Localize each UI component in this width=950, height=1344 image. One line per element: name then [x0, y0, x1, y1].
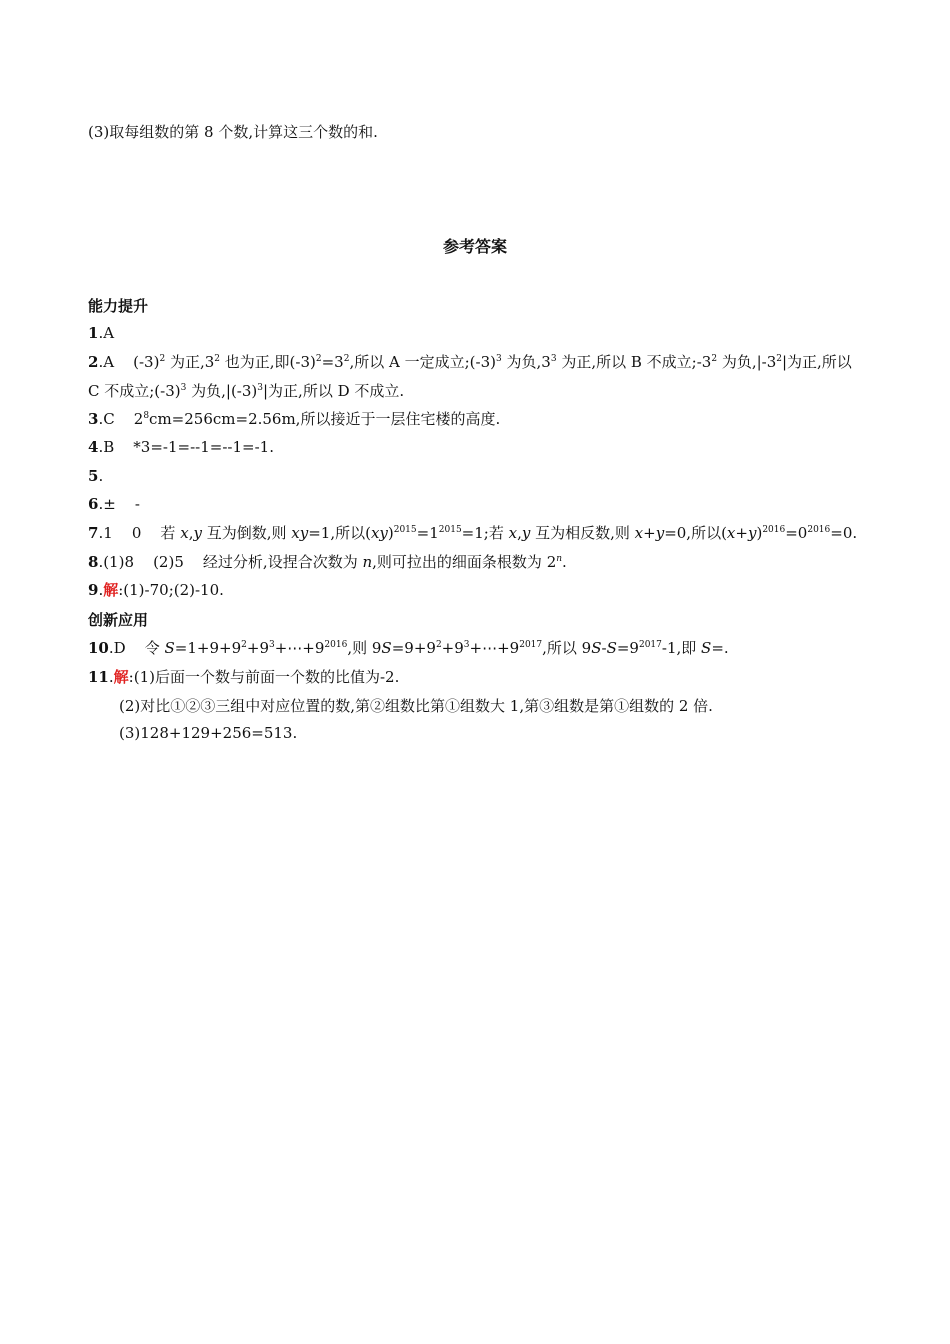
section-heading-ability: 能力提升 [88, 297, 149, 315]
answer-7: 7.1 0 若 x,y 互为倒数,则 xy=1,所以$(xy)^{2015}=1^{2015}=1$;若 x,y 互为相反数,则 x+y=0,所以$(x+y)^{2016}=0^{2016}=0$. [88, 524, 858, 542]
answer-9: 9.解:(1)-70;(2)-10. [88, 581, 224, 599]
answer-8: 8.(1)8 (2)5 经过分析,设捏合次数为 n,则可拉出的细面条根数为 2$^n$. [88, 553, 567, 571]
solution-marker: 解 [113, 668, 129, 686]
answer-11: 11.解:(1)后面一个数与前面一个数的比值为-2. [88, 668, 400, 686]
answer-10: 10.D 令 $S=1+9+9^2+9^3+\cdots+9^{2016}$,则 $9S=9+9^2+9^3+\cdots+9^{2017}$,所以 $9S-S=9^{2017}-1$,即 S=. [88, 639, 729, 657]
answer-3: 3.C $2^8cm=256cm=2.56m$,所以接近于一层住宅楼的高度. [88, 410, 501, 428]
answer-11-part-3: (3)128+129+256=513. [119, 724, 298, 742]
section-heading-innovation: 创新应用 [88, 611, 149, 629]
answer-4: 4.B *3=-1=--1=--1=-1. [88, 438, 274, 456]
answers-title: 参考答案 [442, 237, 507, 256]
answer-2-continued: C 不成立$;(-3)^3$ 为负$,|(-3)^3|$为正,所以 D 不成立. [88, 382, 405, 400]
question-part-3: (3)取每组数的第 8 个数,计算这三个数的和. [88, 123, 378, 141]
answer-2: 2.A $(-3)^2$ 为正$,3^2$ 也为正,即$(-3)^2=3^2$,所以 A 一定成立$;(-3)^3$ 为负$,3^3$ 为正,所以 B 不成立$;-3^2$ 为负$,|-3^2|$为正,所以 [88, 353, 852, 371]
answer-5: 5. [88, 467, 104, 485]
answer-6: 6.± - [88, 495, 140, 513]
answer-11-part-2: (2)对比①②③三组中对应位置的数,第②组数比第①组数大 1,第③组数是第①组数的 2 倍. [119, 697, 713, 715]
answer-1: 1.A [88, 324, 115, 342]
solution-marker: 解 [103, 581, 119, 599]
